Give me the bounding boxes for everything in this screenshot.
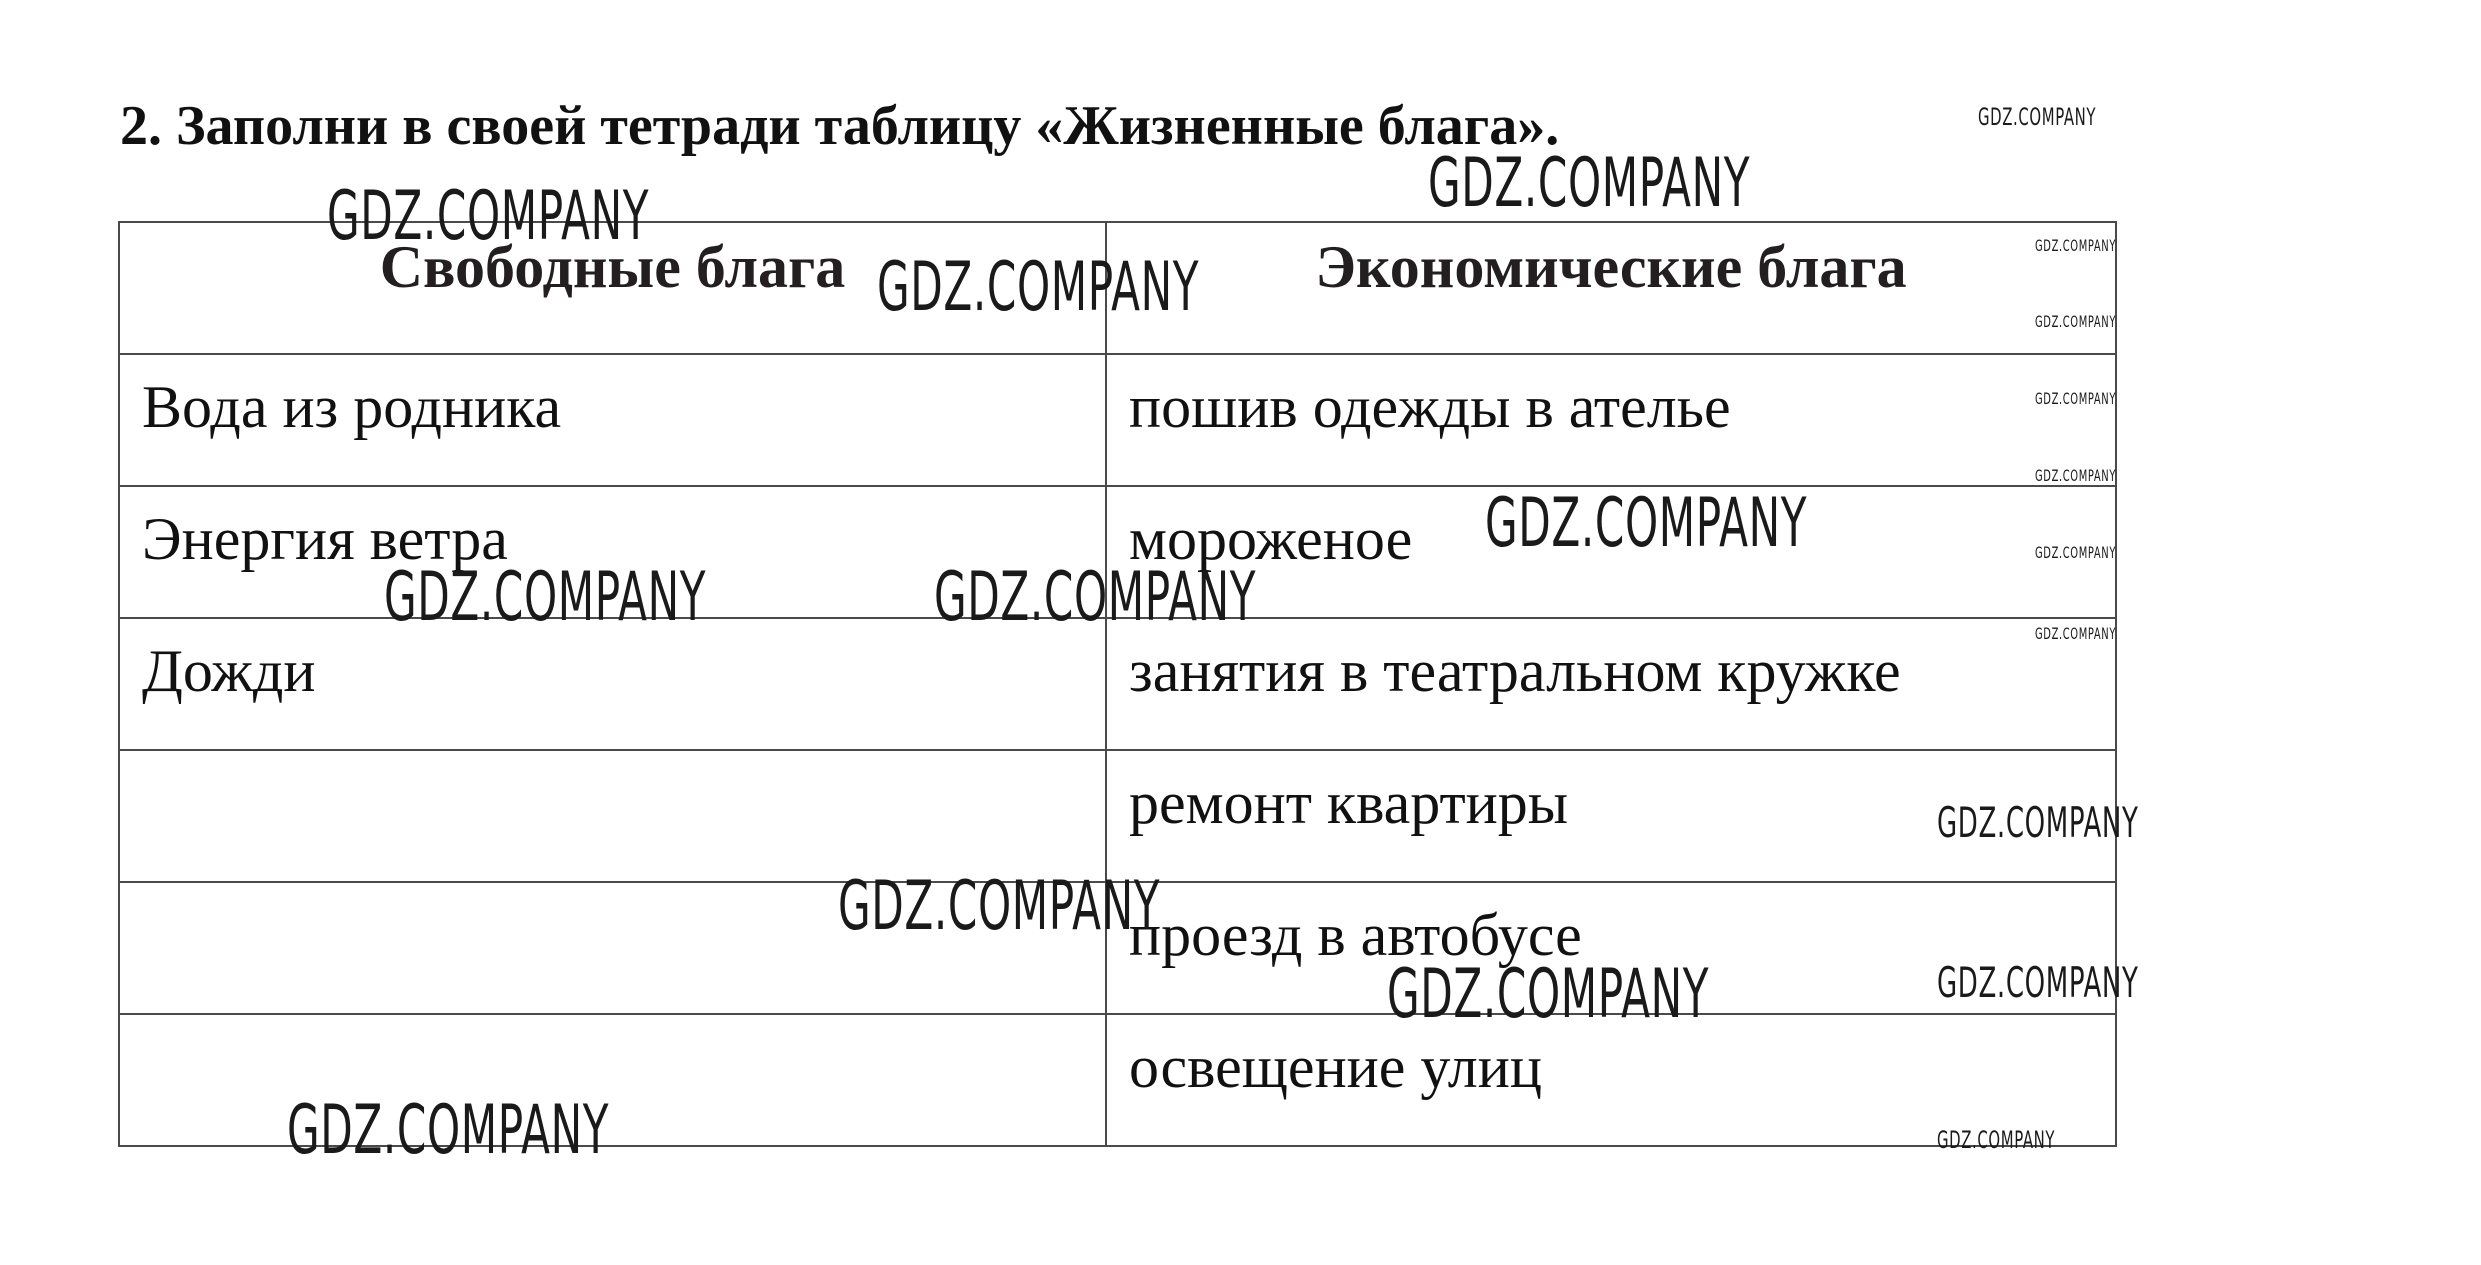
table-cell: Дожди [119,618,1106,750]
watermark: GDZ.COMPANY [2035,466,2117,485]
watermark: GDZ.COMPANY [1387,955,1710,1034]
watermark: GDZ.COMPANY [327,177,650,256]
watermark: GDZ.COMPANY [2035,624,2117,643]
table-cell: проезд в автобусе [1106,882,2116,1014]
header-economic-goods: Экономические блага [1106,222,2116,354]
watermark: GDZ.COMPANY [1978,103,2097,131]
table-cell: мороженое [1106,486,2116,618]
table-cell: освещение улиц [1106,1014,2116,1146]
watermark: GDZ.COMPANY [1428,144,1751,223]
watermark: GDZ.COMPANY [838,867,1161,946]
table-row [119,750,2116,882]
watermark: GDZ.COMPANY [2035,543,2117,562]
table-cell: Энергия ветра [119,486,1106,618]
table-cell [119,1014,1106,1146]
watermark: GDZ.COMPANY [1937,798,2139,847]
table-cell: пошив одежды в ателье [1106,354,2116,486]
watermark: GDZ.COMPANY [934,558,1257,637]
watermark: GDZ.COMPANY [1937,1126,2056,1154]
task-title: 2. Заполни в своей тетради таблицу «Жизненные блага». [120,95,1560,157]
watermark: GDZ.COMPANY [1485,484,1808,563]
table-cell: Вода из родника [119,354,1106,486]
table-cell: занятия в театральном кружке [1106,618,2116,750]
watermark: GDZ.COMPANY [877,248,1200,327]
watermark: GDZ.COMPANY [2035,312,2117,331]
watermark: GDZ.COMPANY [1937,958,2139,1007]
watermark: GDZ.COMPANY [2035,389,2117,408]
header-free-goods: Свободные блага [119,222,1106,354]
watermark: GDZ.COMPANY [384,558,707,637]
table-cell: ремонт квартиры [1106,750,2116,882]
goods-table [118,221,2117,1147]
watermark: GDZ.COMPANY [287,1091,610,1170]
table-cell [119,750,1106,882]
table-row [119,618,2116,750]
table-row [119,354,2116,486]
watermark: GDZ.COMPANY [2035,236,2117,255]
